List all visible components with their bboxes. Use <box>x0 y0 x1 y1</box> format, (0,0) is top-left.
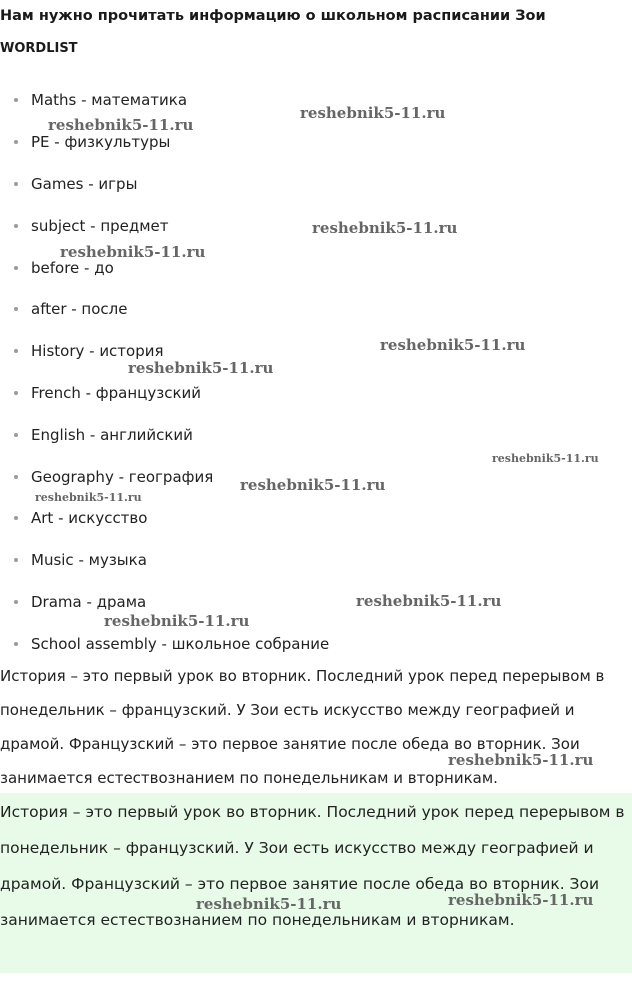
wordlist-heading: WORDLIST <box>0 41 78 56</box>
list-item: Drama - драма <box>14 592 146 612</box>
bullet-icon <box>14 224 18 228</box>
watermark: reshebnik5-11.ru <box>312 219 458 237</box>
page-title: Нам нужно прочитать информацию о школьном расписании Зои <box>0 8 546 24</box>
watermark: reshebnik5-11.ru <box>380 336 526 354</box>
bullet-icon <box>14 475 18 479</box>
list-item: English - английский <box>14 425 193 445</box>
list-item: Music - музыка <box>14 550 147 570</box>
watermark: reshebnik5-11.ru <box>356 592 502 610</box>
watermark: reshebnik5-11.ru <box>492 452 599 465</box>
list-item: before - до <box>14 258 114 278</box>
bullet-icon <box>14 558 18 562</box>
watermark: reshebnik5-11.ru <box>35 491 142 504</box>
watermark: reshebnik5-11.ru <box>300 104 446 122</box>
list-item: Geography - география <box>14 467 213 487</box>
list-item: History - история <box>14 341 164 361</box>
bullet-icon <box>14 182 18 186</box>
list-item: Games - игры <box>14 174 137 194</box>
watermark: reshebnik5-11.ru <box>104 612 250 630</box>
bullet-icon <box>14 433 18 437</box>
list-item: subject - предмет <box>14 216 169 236</box>
watermark: reshebnik5-11.ru <box>48 116 194 134</box>
bullet-icon <box>14 266 18 270</box>
bullet-icon <box>14 140 18 144</box>
watermark: reshebnik5-11.ru <box>448 751 594 769</box>
bullet-icon <box>14 307 18 311</box>
list-item: after - после <box>14 299 127 319</box>
watermark: reshebnik5-11.ru <box>240 476 386 494</box>
bullet-icon <box>14 642 18 646</box>
bullet-icon <box>14 98 18 102</box>
watermark: reshebnik5-11.ru <box>448 891 594 909</box>
watermark: reshebnik5-11.ru <box>60 243 206 261</box>
bullet-icon <box>14 391 18 395</box>
bullet-icon <box>14 349 18 353</box>
list-item: School assembly - школьное собрание <box>14 634 329 654</box>
watermark: reshebnik5-11.ru <box>128 359 274 377</box>
bullet-icon <box>14 600 18 604</box>
list-item: Maths - математика <box>14 90 187 110</box>
bullet-icon <box>14 516 18 520</box>
answer-text: История – это первый урок во вторник. Последний урок перед перерывом в понедельник – французский. У Зои есть искусство между географией и драмой. Французский – это первое занятие после обеда во вторник. Зои занимается естествознанием по понедельникам и вторникам. <box>0 803 625 929</box>
list-item: Art - искусство <box>14 508 147 528</box>
list-item: French - французский <box>14 383 201 403</box>
watermark: reshebnik5-11.ru <box>196 895 342 913</box>
task-paragraph: История – это первый урок во вторник. Последний урок перед перерывом в понедельник – французский. У Зои есть искусство между географией и драмой. Французский – это первое занятие после обеда во вторник. Зои занимается естествознанием по понедельникам и вторникам. <box>0 667 605 787</box>
list-item: PE - физкультуры <box>14 132 170 152</box>
